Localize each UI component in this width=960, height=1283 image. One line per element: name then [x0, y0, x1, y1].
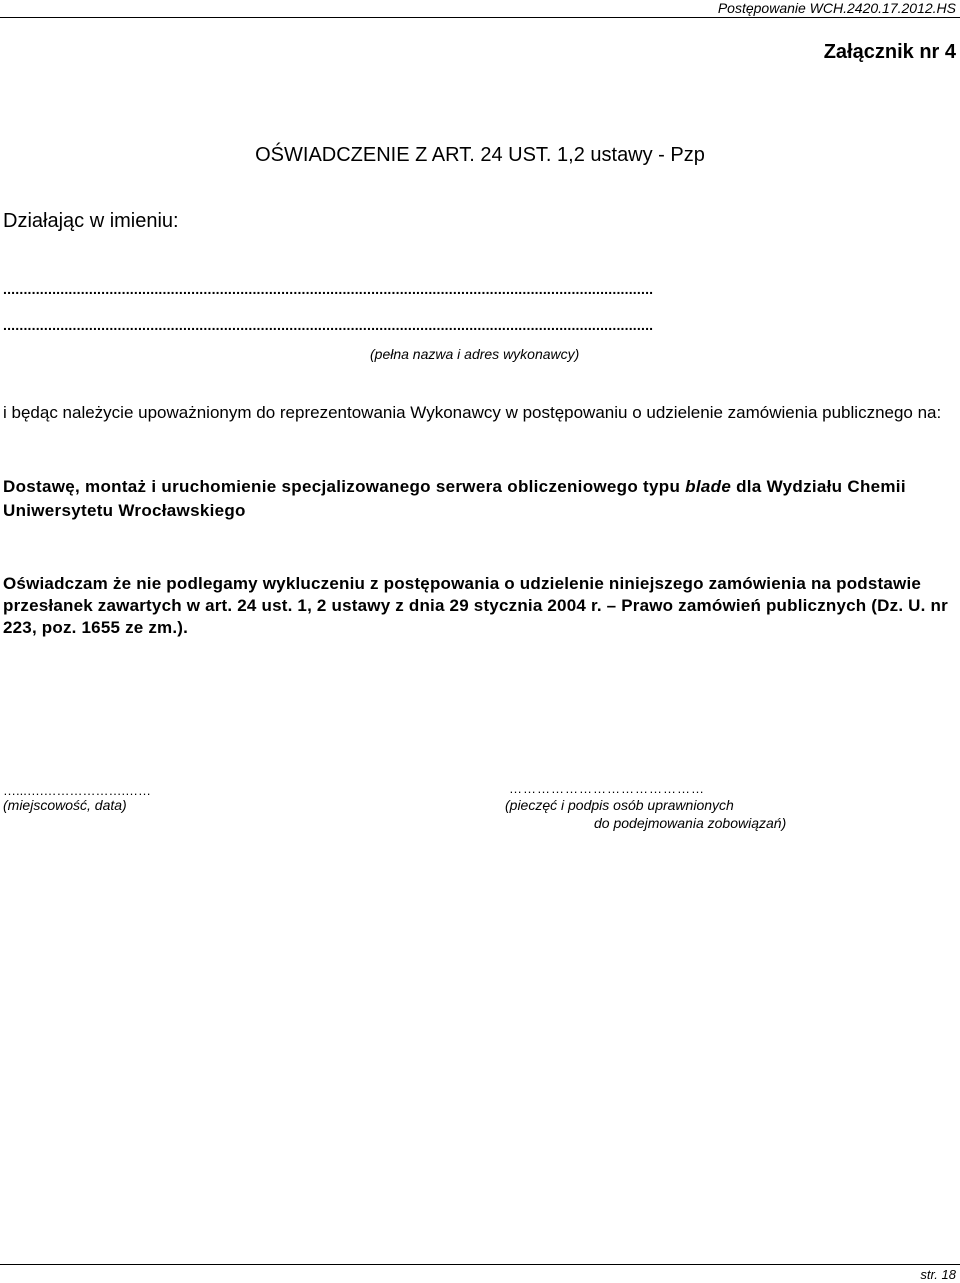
- place-date-line: …...….……………….……: [3, 783, 152, 798]
- contractor-name-line-1: ...............................................................................................................................................................: [3, 281, 654, 297]
- subject-text-part-2: dla Wydziału Chemii Uniwersytetu Wrocławskiego: [3, 477, 906, 520]
- signature-caption-line-1: (pieczęć i podpis osób uprawnionych: [505, 797, 734, 813]
- document-title: OŚWIADCZENIE Z ART. 24 UST. 1,2 ustawy - Pzp: [255, 144, 705, 166]
- contractor-name-line-2: ...............................................................................................................................................................: [3, 317, 654, 333]
- signature-caption-line-2: do podejmowania zobowiązań): [594, 815, 787, 831]
- subject-italic-term: blade: [685, 477, 732, 496]
- subject-text-part-1: Dostawę, montaż i uruchomienie specjalizowanego serwera obliczeniowego typu: [3, 477, 686, 496]
- footer-divider: [0, 1264, 960, 1265]
- contractor-caption: (pełna nazwa i adres wykonawcy): [370, 346, 580, 362]
- procurement-subject: [3, 475, 958, 523]
- place-date-caption: (miejscowość, data): [3, 797, 127, 813]
- attachment-number: Załącznik nr 4: [823, 41, 956, 63]
- acting-on-behalf-label: Działając w imieniu:: [3, 210, 179, 232]
- page-number: str. 18: [920, 1267, 956, 1282]
- declaration-paragraph: Oświadczam że nie podlegamy wykluczeniu z postępowania o udzielenie niniejszego zamówienia na podstawie przesłanek zawartych w art. 24 ust. 1, 2 ustawy z dnia 29 stycznia 2004 r. – Prawo zamówień publicznych (Dz. U. nr 223, poz. 1655 ze zm.).: [3, 574, 948, 637]
- signature-line: ……………………………………: [509, 781, 705, 796]
- header-divider: [0, 17, 960, 18]
- document-reference: Postępowanie WCH.2420.17.2012.HS: [717, 0, 956, 16]
- authorization-paragraph: i będąc należycie upoważnionym do reprezentowania Wykonawcy w postępowaniu o udzielenie zamówienia publicznego na:: [3, 403, 942, 422]
